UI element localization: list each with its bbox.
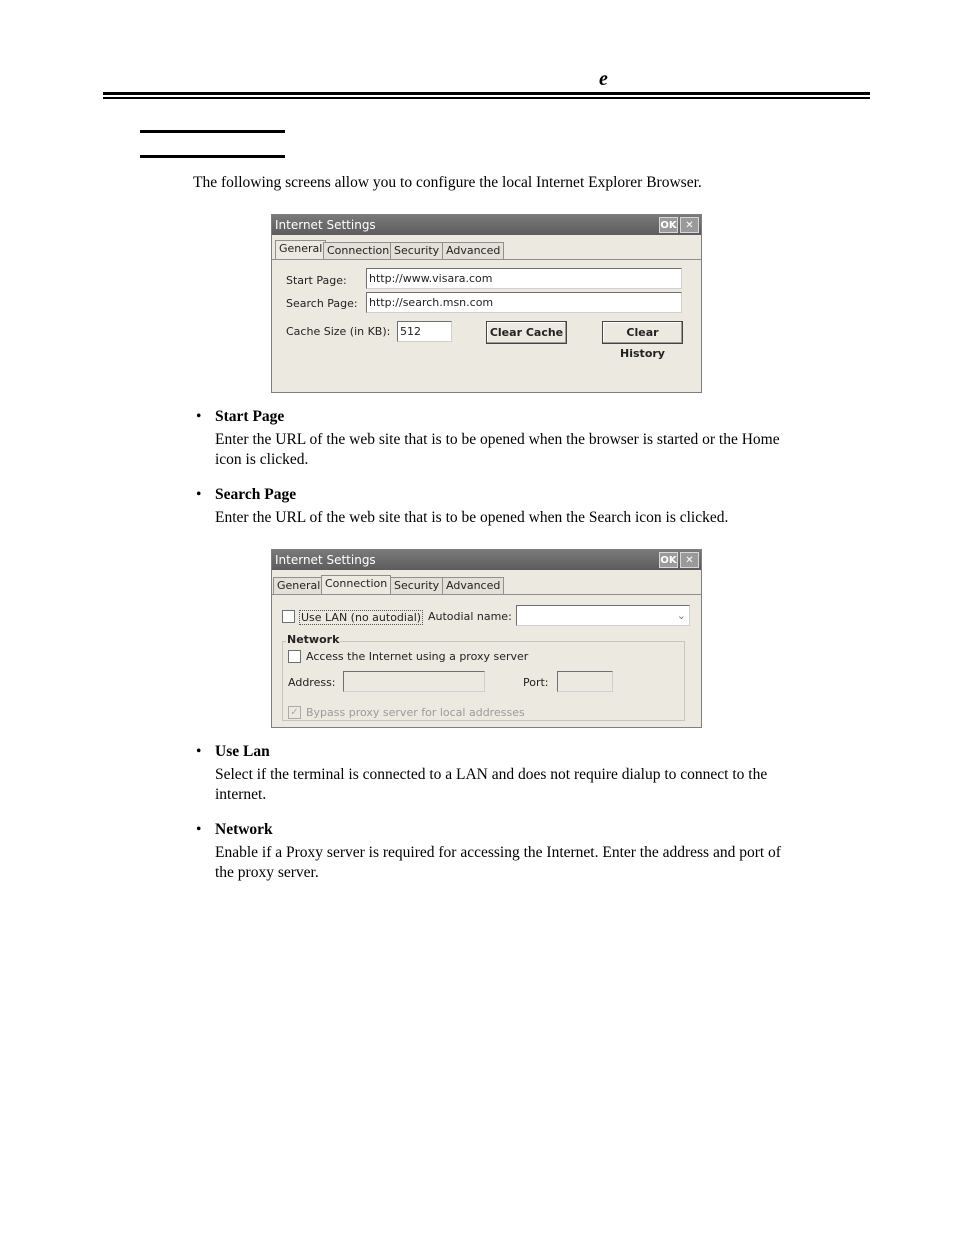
search-page-description: Enter the URL of the web site that is to be opened when the Search icon is clicked. bbox=[215, 509, 729, 526]
tab-security[interactable]: Security bbox=[390, 242, 443, 259]
cache-size-label: Cache Size (in KB): bbox=[286, 325, 391, 338]
bullet-search-page: • bbox=[196, 486, 202, 503]
tab-advanced[interactable]: Advanced bbox=[442, 577, 504, 594]
bypass-label: Bypass proxy server for local addresses bbox=[306, 706, 525, 719]
bullet-use-lan: • bbox=[196, 743, 202, 760]
close-icon[interactable]: ✕ bbox=[680, 552, 699, 568]
tab-panel-border bbox=[272, 259, 701, 260]
use-lan-label: Use LAN (no autodial) bbox=[301, 611, 422, 624]
network-group-title: Network bbox=[287, 633, 340, 646]
tab-general[interactable]: General bbox=[275, 240, 326, 259]
chevron-down-icon: ⌄ bbox=[676, 609, 686, 622]
dialog-title-bar bbox=[272, 215, 701, 235]
use-lan-title: Use Lan bbox=[215, 743, 270, 760]
tab-connection[interactable]: Connection bbox=[321, 575, 391, 594]
header-rule-thick bbox=[103, 92, 870, 95]
clear-history-button[interactable]: Clear History bbox=[602, 321, 683, 344]
use-lan-description: Select if the terminal is connected to a LAN and does not require dialup to connect to the internet. bbox=[215, 766, 768, 803]
search-page-input[interactable]: http://search.msn.com bbox=[366, 292, 682, 313]
search-page-label: Search Page: bbox=[286, 297, 358, 310]
bypass-checkbox[interactable]: ✓ bbox=[288, 706, 301, 719]
network-title: Network bbox=[215, 821, 273, 838]
tab-security[interactable]: Security bbox=[390, 577, 443, 594]
cache-size-input[interactable]: 512 bbox=[397, 321, 452, 342]
proxy-label: Access the Internet using a proxy server bbox=[306, 650, 529, 663]
address-input[interactable] bbox=[343, 671, 485, 692]
start-page-input[interactable]: http://www.visara.com bbox=[366, 268, 682, 289]
ok-button[interactable]: OK bbox=[659, 217, 678, 233]
internet-settings-dialog-general bbox=[271, 214, 702, 393]
heading-rule-bottom bbox=[140, 155, 285, 158]
tab-general[interactable]: General bbox=[273, 577, 324, 594]
clear-cache-button[interactable]: Clear Cache bbox=[486, 321, 567, 344]
start-page-description: Enter the URL of the web site that is to be opened when the browser is started or the Home icon is clicked. bbox=[215, 431, 780, 468]
proxy-checkbox[interactable] bbox=[288, 650, 301, 663]
address-label: Address: bbox=[288, 676, 336, 689]
dialog-title: Internet Settings bbox=[275, 218, 376, 232]
autodial-name-label: Autodial name: bbox=[428, 610, 512, 623]
internet-settings-dialog-connection bbox=[271, 549, 702, 728]
autodial-name-select[interactable] bbox=[516, 605, 690, 626]
port-label: Port: bbox=[523, 676, 549, 689]
ok-button[interactable]: OK bbox=[659, 552, 678, 568]
header-letter: e bbox=[599, 68, 608, 90]
tab-connection[interactable]: Connection bbox=[323, 242, 393, 259]
tab-panel-border bbox=[272, 594, 701, 595]
dialog-title-bar bbox=[272, 550, 701, 570]
heading-rule-top bbox=[140, 130, 285, 133]
bullet-start-page: • bbox=[196, 408, 202, 425]
bullet-network: • bbox=[196, 821, 202, 838]
dialog-title: Internet Settings bbox=[275, 553, 376, 567]
intro-text: The following screens allow you to configure the local Internet Explorer Browser. bbox=[193, 174, 702, 191]
start-page-title: Start Page bbox=[215, 408, 285, 425]
header-rule-thin bbox=[103, 97, 870, 99]
close-icon[interactable]: ✕ bbox=[680, 217, 699, 233]
network-description: Enable if a Proxy server is required for accessing the Internet. Enter the address and port of the proxy server. bbox=[215, 844, 781, 881]
port-input[interactable] bbox=[557, 671, 613, 692]
start-page-label: Start Page: bbox=[286, 274, 347, 287]
search-page-title: Search Page bbox=[215, 486, 297, 503]
use-lan-checkbox[interactable] bbox=[282, 610, 295, 623]
tab-advanced[interactable]: Advanced bbox=[442, 242, 504, 259]
